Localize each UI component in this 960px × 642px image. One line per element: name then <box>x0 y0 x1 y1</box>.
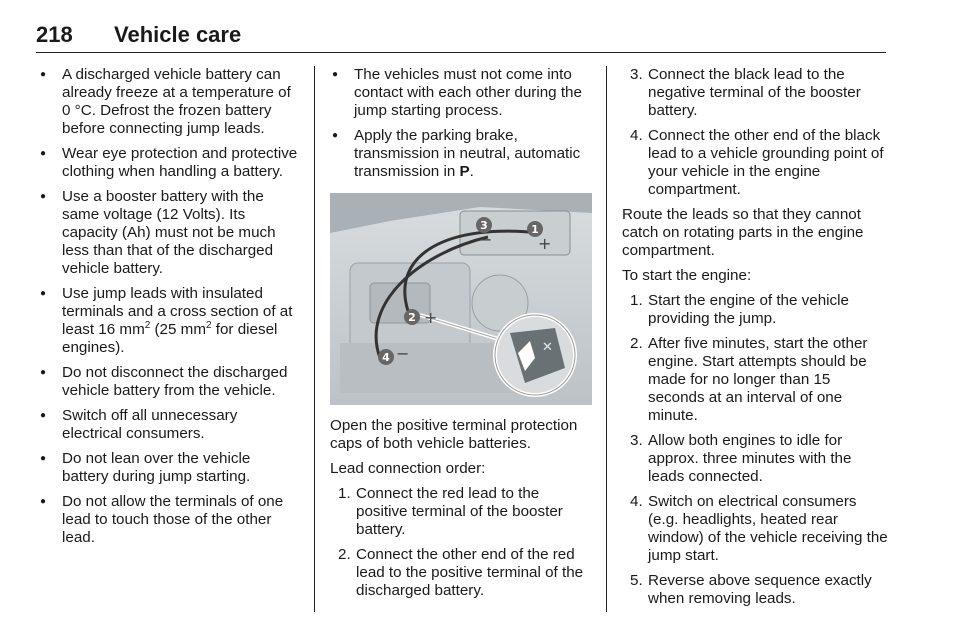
minus-symbol-3: − <box>479 230 493 249</box>
plus-symbol-1: + <box>538 234 552 253</box>
engine-bay-illustration <box>330 193 592 405</box>
label-3: 3 <box>480 219 488 232</box>
column-3 <box>622 66 890 615</box>
step-item: 4. Connect the other end of the black lead to a vehicle grounding point of your vehicle in the engine compartment. <box>630 127 884 198</box>
label-2: 2 <box>408 311 416 324</box>
column-1 <box>38 66 300 554</box>
plus-symbol-2: + <box>424 308 438 327</box>
start-engine-steps <box>622 292 890 608</box>
bullet-item: ● Use jump leads with insulated terminals and a cross section of at least 16 $mm^2$ (25 $mm^2$ for diesel engines). <box>38 285 300 357</box>
bullet-item: ● Wear eye protection and protective clothing when handling a battery. <box>38 145 300 181</box>
safety-bullets <box>38 66 300 547</box>
header-rule <box>36 52 886 53</box>
paragraph-route-leads: Route the leads so that they cannot catch on rotating parts in the engine compartment. <box>622 206 864 259</box>
engine-bay-svg <box>330 193 592 405</box>
bullet-item: ● Do not allow the terminals of one lead to touch those of the other lead. <box>38 493 300 547</box>
page-number: 218 <box>36 22 73 47</box>
bullet-item: ● A discharged vehicle battery can already freeze at a temperature of 0 °C. Defrost the frozen battery before connecting jump leads. <box>38 66 300 138</box>
step-item: 1. Connect the red lead to the positive terminal of the booster battery. <box>338 485 563 538</box>
step-item: 3. Allow both engines to idle for approx. three minutes with the leads connected. <box>630 432 852 485</box>
safety-bullets-2 <box>330 66 592 181</box>
paragraph-start-engine: To start the engine: <box>622 267 752 284</box>
step-item: 3. Connect the black lead to the negative terminal of the booster battery. <box>630 66 861 119</box>
lower-engine <box>340 343 520 393</box>
minus-symbol-4: − <box>396 344 410 363</box>
column-divider-2 <box>606 66 607 612</box>
paragraph-connection-order: Lead connection order: <box>330 460 486 477</box>
step-item: 5. Reverse above sequence exactly when removing leads. <box>630 572 872 607</box>
bullet-item: ● Do not disconnect the discharged vehicle battery from the vehicle. <box>38 364 300 400</box>
bullet-item: ● The vehicles must not come into contact with each other during the jump starting process. <box>330 66 592 120</box>
paragraph-open-caps: Open the positive terminal protection caps of both vehicle batteries. <box>330 417 578 452</box>
column-divider-1 <box>314 66 315 612</box>
bullet-item: ● Do not lean over the vehicle battery during jump starting. <box>38 450 300 486</box>
label-4: 4 <box>382 351 390 364</box>
label-1: 1 <box>531 223 539 236</box>
column-2 <box>330 66 592 607</box>
bullet-item: ● Apply the parking brake, transmission in neutral, automatic transmission in P. <box>330 127 592 181</box>
step-item: 2. After five minutes, start the other engine. Start attempts should be made for no longer than 15 seconds at an interval of one minute. <box>630 335 868 424</box>
cross-symbol: ✕ <box>542 340 553 355</box>
connection-steps <box>330 485 592 600</box>
bullet-item: ● Switch off all unnecessary electrical consumers. <box>38 407 300 443</box>
step-item: 1. Start the engine of the vehicle providing the jump. <box>630 292 849 327</box>
connection-steps-continued <box>622 66 890 199</box>
section-title: Vehicle care <box>114 22 242 47</box>
step-item: 2. Connect the other end of the red lead to the positive terminal of the discharged battery. <box>338 546 584 599</box>
page-header <box>36 22 886 50</box>
step-item: 4. Switch on electrical consumers (e.g. headlights, heated rear window) of the vehicle receiving the jump start. <box>630 493 888 564</box>
bullet-item: ● Use a booster battery with the same voltage (12 Volts). Its capacity (Ah) must not be much less than that of the discharged vehicle battery. <box>38 188 300 278</box>
